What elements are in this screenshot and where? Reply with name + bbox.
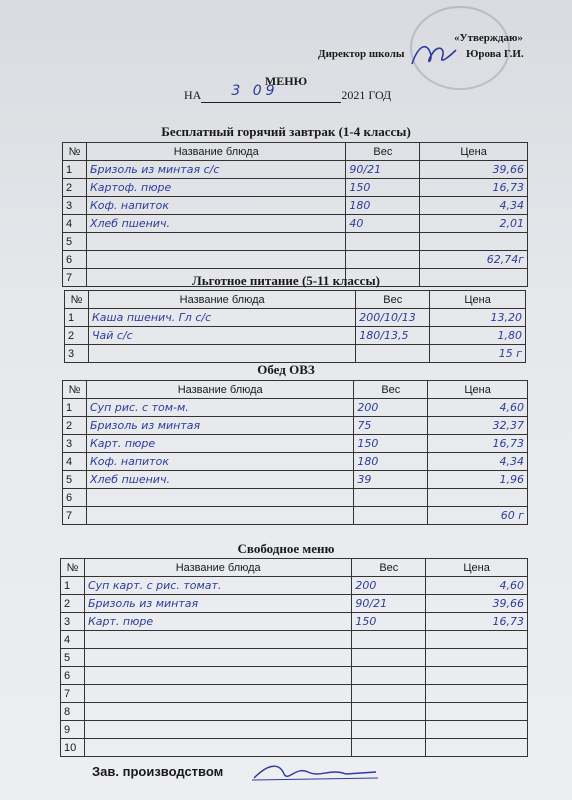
- dish-name: [86, 251, 345, 269]
- dish-price: 13,20: [430, 309, 526, 327]
- dish-price: 16,73: [428, 435, 528, 453]
- table-row: [65, 309, 526, 327]
- dish-weight: 90/21: [346, 161, 420, 179]
- production-manager-label: Зав. производством: [92, 764, 224, 779]
- table-row: [61, 721, 528, 739]
- row-number: 5: [63, 471, 87, 489]
- dish-name: Чай с/с: [88, 327, 355, 345]
- dish-name: Хлеб пшенич.: [86, 471, 353, 489]
- dish-weight: [352, 739, 426, 757]
- dish-weight: [354, 489, 428, 507]
- col-price: Цена: [420, 143, 528, 161]
- row-number: 7: [63, 507, 87, 525]
- dish-name: [84, 685, 351, 703]
- date-year: 2021 ГОД: [341, 88, 392, 102]
- table-row: [63, 251, 528, 269]
- dish-weight: 200: [354, 399, 428, 417]
- row-number: 6: [63, 489, 87, 507]
- dish-price: 4,34: [428, 453, 528, 471]
- dish-weight: 39: [354, 471, 428, 489]
- table-row: [61, 739, 528, 757]
- dish-price: 4,34: [420, 197, 528, 215]
- dish-price: [426, 649, 528, 667]
- dish-name: [86, 507, 353, 525]
- row-number: 2: [63, 179, 87, 197]
- dish-name: [84, 631, 351, 649]
- dish-weight: 200: [352, 577, 426, 595]
- breakfast-title: Бесплатный горячий завтрак (1-4 классы): [161, 124, 411, 139]
- dish-weight: [352, 703, 426, 721]
- table-row: [61, 703, 528, 721]
- table-row: [61, 631, 528, 649]
- row-number: 4: [63, 453, 87, 471]
- col-num: №: [63, 381, 87, 399]
- dish-name: Суп рис. с том-м.: [86, 399, 353, 417]
- row-number: 1: [65, 309, 89, 327]
- dish-price: [420, 233, 528, 251]
- dish-price: [428, 489, 528, 507]
- dish-name: Каша пшенич. Гл с/с: [88, 309, 355, 327]
- dish-name: Карт. пюре: [84, 613, 351, 631]
- obed-title: Обед ОВЗ: [257, 362, 315, 377]
- dish-weight: [356, 345, 430, 363]
- row-number: 3: [61, 613, 85, 631]
- date-prefix: НА: [184, 88, 202, 102]
- dish-price: 32,37: [428, 417, 528, 435]
- dish-price: [426, 667, 528, 685]
- date-underline: [201, 83, 341, 103]
- table-row: [65, 345, 526, 363]
- row-number: 1: [63, 399, 87, 417]
- dish-weight: 150: [352, 613, 426, 631]
- date-line: [184, 83, 392, 103]
- table-row: [61, 613, 528, 631]
- row-number: 6: [63, 251, 87, 269]
- col-weight: Вес: [354, 381, 428, 399]
- table-row: [63, 489, 528, 507]
- dish-price: 2,01: [420, 215, 528, 233]
- dish-price: [426, 703, 528, 721]
- col-name: Название блюда: [86, 381, 353, 399]
- dish-weight: [354, 507, 428, 525]
- dish-name: [84, 649, 351, 667]
- dish-weight: 150: [354, 435, 428, 453]
- dish-price: 39,66: [420, 161, 528, 179]
- manager-signature: [250, 760, 380, 786]
- dish-name: [84, 667, 351, 685]
- dish-name: [86, 233, 345, 251]
- table-header: [63, 143, 528, 161]
- col-weight: Вес: [356, 291, 430, 309]
- dish-price: 16,73: [426, 613, 528, 631]
- obed-table: [62, 380, 528, 525]
- row-number: 9: [61, 721, 85, 739]
- dish-name: [84, 739, 351, 757]
- col-weight: Вес: [352, 559, 426, 577]
- row-number: 2: [61, 595, 85, 613]
- dish-weight: [352, 649, 426, 667]
- col-num: №: [63, 143, 87, 161]
- row-number: 3: [65, 345, 89, 363]
- table-row: [61, 649, 528, 667]
- table-row: [61, 595, 528, 613]
- dish-weight: 200/10/13: [356, 309, 430, 327]
- director-name: Юрова Г.И.: [466, 48, 524, 60]
- col-name: Название блюда: [88, 291, 355, 309]
- table-row: [61, 667, 528, 685]
- table-row: [63, 417, 528, 435]
- row-number: 5: [63, 233, 87, 251]
- row-number: 4: [63, 215, 87, 233]
- dish-weight: [352, 721, 426, 739]
- dish-weight: 150: [346, 179, 420, 197]
- dish-weight: 90/21: [352, 595, 426, 613]
- dish-price: 1,80: [430, 327, 526, 345]
- col-name: Название блюда: [84, 559, 351, 577]
- dish-name: [88, 345, 355, 363]
- table-row: [63, 507, 528, 525]
- dish-price: 4,60: [428, 399, 528, 417]
- director-label: Директор школы: [318, 48, 405, 60]
- row-number: 7: [63, 269, 87, 287]
- dish-name: [84, 721, 351, 739]
- col-weight: Вес: [346, 143, 420, 161]
- dish-name: [84, 703, 351, 721]
- col-num: №: [61, 559, 85, 577]
- dish-weight: [352, 667, 426, 685]
- dish-price: [426, 685, 528, 703]
- row-number: 10: [61, 739, 85, 757]
- row-number: 1: [63, 161, 87, 179]
- dish-weight: [346, 233, 420, 251]
- dish-name: Коф. напиток: [86, 197, 345, 215]
- dish-price: [426, 739, 528, 757]
- director-signature: [408, 38, 458, 70]
- table-row: [63, 179, 528, 197]
- svobodnoe-title: Свободное меню: [237, 541, 335, 556]
- table-row: [63, 161, 528, 179]
- dish-price: 1,96: [428, 471, 528, 489]
- dish-weight: 180: [354, 453, 428, 471]
- dish-price: [426, 721, 528, 739]
- menu-title: МЕНЮ: [264, 74, 308, 88]
- dish-name: Карт. пюре: [86, 435, 353, 453]
- row-number: 8: [61, 703, 85, 721]
- table-row: [61, 577, 528, 595]
- table-row: [63, 399, 528, 417]
- dish-price: 16,73: [420, 179, 528, 197]
- col-name: Название блюда: [86, 143, 345, 161]
- table-header: [65, 291, 526, 309]
- row-number: 1: [61, 577, 85, 595]
- table-row: [63, 215, 528, 233]
- row-number: 6: [61, 667, 85, 685]
- dish-name: [86, 489, 353, 507]
- table-row: [63, 197, 528, 215]
- dish-price: 15 г: [430, 345, 526, 363]
- col-price: Цена: [430, 291, 526, 309]
- table-row: [63, 471, 528, 489]
- row-number: 5: [61, 649, 85, 667]
- dish-name: Коф. напиток: [86, 453, 353, 471]
- row-number: 3: [63, 435, 87, 453]
- table-row: [65, 327, 526, 345]
- table-row: [63, 453, 528, 471]
- table-row: [61, 685, 528, 703]
- row-number: 3: [63, 197, 87, 215]
- dish-name: Бризоль из минтая: [86, 417, 353, 435]
- row-number: 7: [61, 685, 85, 703]
- breakfast-table: [62, 142, 528, 287]
- table-row: [63, 233, 528, 251]
- dish-weight: 40: [346, 215, 420, 233]
- col-num: №: [65, 291, 89, 309]
- svobodnoe-table: [60, 558, 528, 757]
- table-header: [63, 381, 528, 399]
- col-price: Цена: [426, 559, 528, 577]
- lgotnoe-title: Льготное питание (5-11 классы): [192, 273, 380, 288]
- dish-name: Бризоль из минтая с/с: [86, 161, 345, 179]
- dish-name: Картоф. пюре: [86, 179, 345, 197]
- dish-price: 39,66: [426, 595, 528, 613]
- row-number: 2: [63, 417, 87, 435]
- row-number: 4: [61, 631, 85, 649]
- dish-weight: 180: [346, 197, 420, 215]
- col-price: Цена: [428, 381, 528, 399]
- table-header: [61, 559, 528, 577]
- dish-price: [426, 631, 528, 649]
- dish-weight: 75: [354, 417, 428, 435]
- dish-name: Хлеб пшенич.: [86, 215, 345, 233]
- dish-price: 4,60: [426, 577, 528, 595]
- dish-price: 60 г: [428, 507, 528, 525]
- approve-label: «Утверждаю»: [454, 32, 523, 44]
- dish-weight: [352, 685, 426, 703]
- dish-name: Бризоль из минтая: [84, 595, 351, 613]
- row-number: 2: [65, 327, 89, 345]
- table-row: [63, 435, 528, 453]
- dish-price: 62,74г: [420, 251, 528, 269]
- lgotnoe-table: [64, 290, 526, 363]
- date-value: 3 09: [231, 83, 279, 99]
- dish-name: Суп карт. с рис. томат.: [84, 577, 351, 595]
- dish-weight: [352, 631, 426, 649]
- dish-weight: [346, 251, 420, 269]
- dish-weight: 180/13,5: [356, 327, 430, 345]
